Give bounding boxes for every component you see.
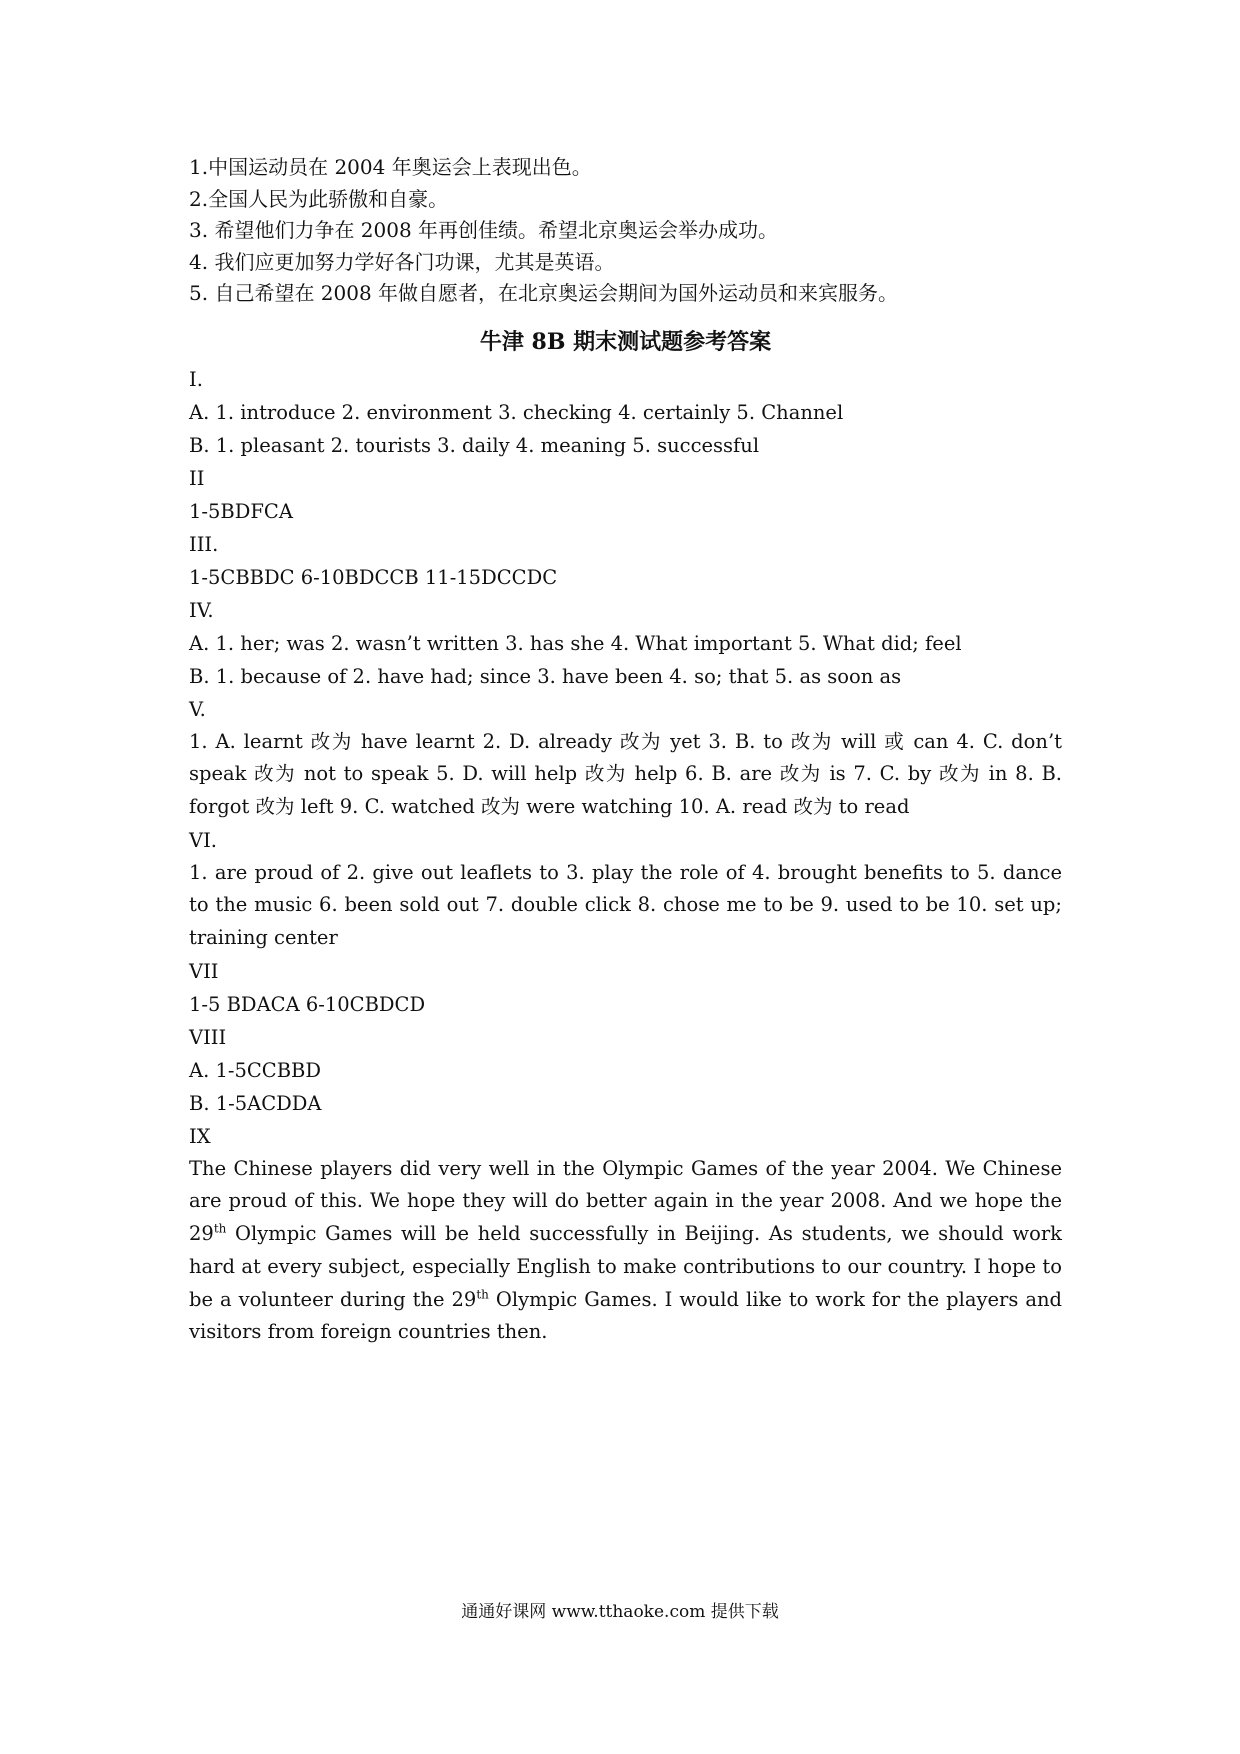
intro-point-2: 2.全国人民为此骄傲和自豪。 (189, 186, 449, 211)
intro-point-4: 4. 我们应更加努力学好各门功课，尤其是英语。 (189, 249, 615, 274)
essay-text-2: Olympic Games will be held successfully in Beijing. As students, we should work hard at every subject, especially English to make contributions to our country. I hope to be a volunteer during the 29 (189, 1222, 1062, 1311)
page-footer: 通通好课网 www.tthaoke.com 提供下载 (461, 1602, 779, 1622)
essay-superscript-2: th (476, 1287, 489, 1302)
intro-point-5: 5. 自己希望在 2008 年做自愿者，在北京奥运会期间为国外运动员和来宾服务。 (189, 281, 899, 305)
answer-key (189, 363, 1062, 1349)
section-label-9: IX (189, 1124, 211, 1148)
section-label-7: VII (189, 959, 219, 983)
section-5-answer: 1. A. learnt 改为 have learnt 2. D. already 改为 yet 3. B. to 改为 will 或 can 4. C. don’t speak 改为 not to speak 5. D. will help 改为 help 6. B. are 改为 is 7. C. by 改为 in 8. B. forgot 改为 left 9. C. watched 改为 were watching 10. A. read 改为 to read (189, 729, 1062, 818)
intro-point-3: 3. 希望他们力争在 2008 年再创佳绩。希望北京奥运会举办成功。 (189, 218, 779, 242)
section-4-part-a: A. 1. her; was 2. wasn’t written 3. has she 4. What important 5. What did; feel (189, 631, 962, 655)
section-8-part-a: A. 1-5CCBBD (189, 1058, 322, 1082)
section-3-answer: 1-5CBBDC 6-10BDCCB 11-15DCCDC (189, 565, 558, 589)
section-label-4: IV. (189, 598, 214, 622)
essay-superscript-1: th (213, 1221, 227, 1236)
section-8-part-b: B. 1-5ACDDA (189, 1091, 322, 1115)
section-6-answer: 1. are proud of 2. give out leaflets to 3. play the role of 4. brought benefits to 5. dance to the music 6. been sold out 7. double click 8. chose me to be 9. used to be 10. set up; training center (189, 860, 1062, 950)
section-1-part-b: B. 1. pleasant 2. tourists 3. daily 4. meaning 5. successful (189, 433, 760, 457)
section-label-6: VI. (189, 828, 217, 852)
section-4-part-b: B. 1. because of 2. have had; since 3. have been 4. so; that 5. as soon as (189, 664, 902, 688)
essay-text-3: Olympic Games. I would like to work for the players and visitors from foreign countries then. (189, 1287, 1062, 1344)
section-1-part-a: A. 1. introduce 2. environment 3. checking 4. certainly 5. Channel (189, 400, 844, 424)
section-label-8: VIII (189, 1025, 227, 1049)
section-label-2: II (189, 466, 205, 490)
section-label-5: V. (189, 697, 206, 721)
answer-key-title: 牛津 8B 期末测试题参考答案 (479, 328, 772, 355)
intro-point-1: 1.中国运动员在 2004 年奥运会上表现出色。 (189, 155, 592, 179)
section-label-1: I. (189, 367, 203, 391)
section-label-3: III. (189, 532, 219, 556)
intro-points (189, 152, 1062, 310)
section-7-answer: 1-5 BDACA 6-10CBDCD (189, 992, 426, 1016)
essay-text-1: The Chinese players did very well in the Olympic Games of the year 2004. We Chinese are proud of this. We hope they will do better again in the year 2008. And we hope the 29 (189, 1156, 1062, 1246)
section-2-answer: 1-5BDFCA (189, 499, 293, 523)
document-content (189, 152, 1062, 1349)
section-9-essay (189, 1153, 1062, 1349)
